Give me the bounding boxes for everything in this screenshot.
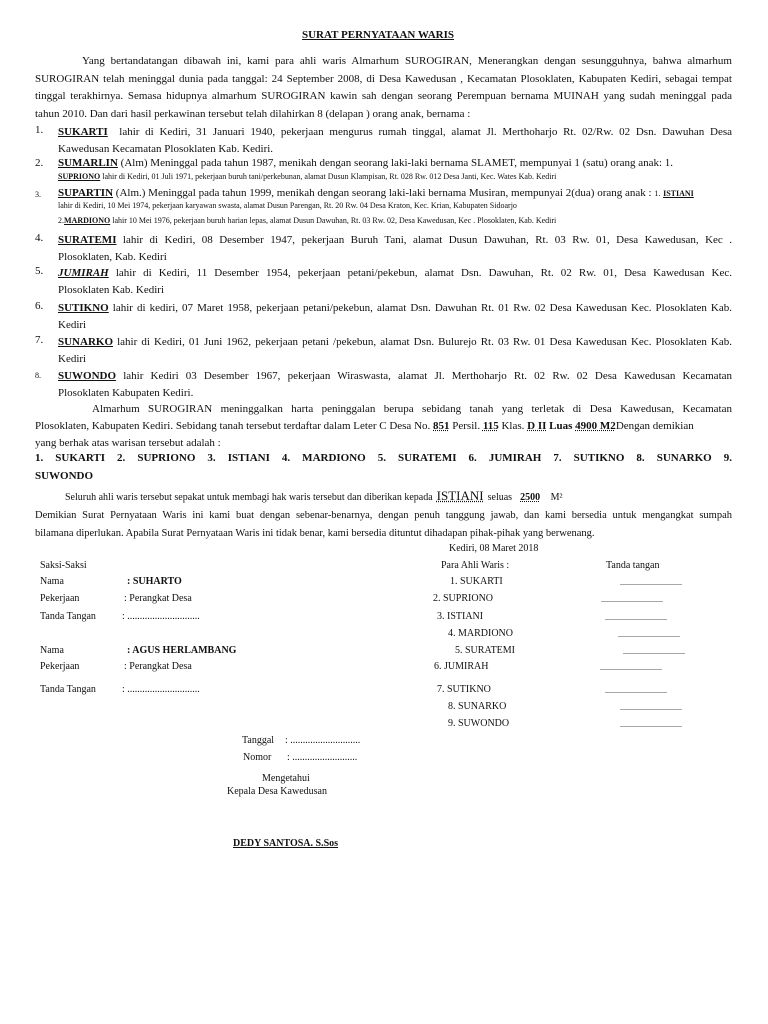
luas-value: 4900 M2 [575,420,616,432]
heir-sign-line: ............................... [605,686,667,695]
witness-2-sign-line: : ............................. [122,684,200,695]
child-detail: lahir di Kediri, 08 Desember 1947, pekerjaan Buruh Tani, alamat Dusun Dawuhan, Rt. 03 Rw. 01, Desa Kawedusan, Kec . [122,234,732,246]
heir-sign-line: ............................... [623,647,685,656]
approval-title: Kepala Desa Kawedusan [227,786,327,797]
witness-1-job-label: Pekerjaan [40,593,80,604]
persil-label: Persil. [452,420,481,432]
witness-2-job: : Perangkat Desa [124,661,192,672]
heir-sign-line: ............................... [620,578,682,587]
list-item-number: 6. [35,300,44,312]
witness-1-name-label: Nama [40,576,64,587]
leter-c-number: 851 [433,420,450,432]
grandchild-number: 2. [58,216,64,225]
witness-2-job-label: Pekerjaan [40,661,80,672]
grandchild-detail: lahir 10 Mei 1976, pekerjaan buruh harian lepas, alamat Dusun Dawuhan, Rt. 03 Rw. 02, Desa Kawedusan, Kec . Plosoklaten, Kab. Kediri [112,216,557,225]
heir-sign-line: ............................... [601,595,663,604]
list-item-number: 2. [35,157,44,169]
witness-1-job: : Perangkat Desa [124,593,192,604]
tanggal-label: Tanggal [242,735,275,746]
child-detail: lahir di Kediri, 11 Desember 1954, pekerjaan petani/pekebun, alamat Dsn. Dawuhan, Rt. 02 Rw. 01, Desa Kawedusan Kec. [115,267,733,279]
heir-sign-label: 4. MARDIONO [448,628,513,639]
list-item-number: 1. [35,124,44,136]
heir-sign-label: 7. SUTIKNO [437,684,491,695]
child-name: JUMIRAH [58,267,109,279]
witness-1-sign-line: : ............................. [122,611,200,622]
heir-sign-label: 8. SUNARKO [448,701,507,712]
heir-sign-line: ............................... [620,720,682,729]
child-name: SURATEMI [58,234,117,246]
estate-paragraph [35,401,732,452]
heir-sign-label: 6. JUMIRAH [434,661,489,672]
heir-sign-line: ............................... [618,630,680,639]
child-detail: Plosoklaten Kab. Kediri [58,284,165,296]
grandchild-name: MARDIONO [64,216,111,225]
closing-line: Demikian Surat Pernyataan Waris ini kami buat dengan sebenar-benarnya, dengan penuh tanggung jawab, dan kami bersedia untuk mengangkat sumpah [35,510,732,521]
child-name: SUKARTI [58,126,108,138]
heir-sign-line: ............................... [620,703,682,712]
child-name: SUNARKO [58,336,114,348]
signature-heading: Tanda tangan [606,560,660,571]
grandchild-number: 1. [654,189,661,198]
approval-line: Mengetahui [262,773,310,784]
closing-paragraph [35,507,732,543]
child-detail: lahir di Kediri, 31 Januari 1940, pekerjaan mengurus rumah tinggal, alamat Jl. Merthoharjo Rt. 02/Rw. 02 Dsn. Dawuhan Desa [119,126,732,138]
estate-line: Almarhum SUROGIRAN meninggalkan harta peninggalan berupa sebidang tanah yang terletak di Desa Kawedusan, Kecamatan [92,403,732,415]
agreement-text: Seluruh ahli waris tersebut sepakat untuk membagi hak waris tersebut dan diberikan kepada [65,492,433,503]
witnesses-heading: Saksi-Saksi [40,560,87,571]
heir-sign-line: ............................... [605,613,667,622]
list-item-number: 4. [35,232,44,244]
estate-line: yang berhak atas warisan tersebut adalah : [35,437,221,449]
heirs-list: SUWONDO [35,470,94,482]
heir-sign-label: 1. SUKARTI [450,576,503,587]
witness-1-name: : SUHARTO [127,576,182,587]
area-value: 2500 [520,492,541,503]
intro-paragraph [35,53,732,123]
document-title: SURAT PERNYATAAN WARIS [302,29,454,41]
klas-value: D II [527,420,547,432]
heir-sign-label: 3. ISTIANI [437,611,484,622]
list-item-number: 5. [35,265,44,277]
child-name: SUPARTIN [58,187,114,199]
witness-2-sign-label: Tanda Tangan [40,684,96,695]
child-detail: lahir di kediri, 07 Maret 1958, pekerjaan petani/pekebun, alamat Dsn. Dawuhan Rt. 01 Rw. 02 Desa Kawedusan Kec. Plosoklaten Kab. [112,302,733,314]
village-head-name: DEDY SANTOSA. S.Sos [233,838,339,849]
child-detail: (Alm.) Meninggal pada tahun 1999, menikah dengan seorang laki-laki bernama Musiran, mempunyai 2(dua) orang anak : [115,187,652,199]
heirs-list: 1. SUKARTI 2. SUPRIONO 3. ISTIANI 4. MARDIONO 5. SURATEMI 6. JUMIRAH 7. SUTIKNO 8. SUNARKO 9. [35,452,732,464]
child-detail: Plosoklaten Kabupaten Kediri. [58,387,194,399]
estate-line: Plosoklaten, Kabupaten Kediri. Sebidang tanah tersebut terdaftar dalam Leter C Desa No. [35,420,431,432]
heirs-sign-heading: Para Ahli Waris : [441,560,510,571]
recipient-name: ISTIANI [436,488,484,503]
estate-line: Dengan demikian [615,420,694,432]
child-detail: (Alm) Meninggal pada tahun 1987, menikah dengan seorang laki-laki bernama SLAMET, mempunyai 1 (satu) orang anak: 1. [120,157,674,169]
witness-2-name: : AGUS HERLAMBANG [127,645,237,656]
list-item-number: 3. [35,190,41,199]
child-detail: Kediri [58,353,87,365]
nomor-line: : .......................... [287,752,358,763]
klas-label: Klas. [501,420,525,432]
child-detail: Plosoklaten, Kab. Kediri [58,251,167,263]
heir-sign-label: 5. SURATEMI [455,645,516,656]
heir-sign-line: ............................... [600,663,662,672]
witness-1-sign-label: Tanda Tangan [40,611,96,622]
child-detail: lahir di Kediri, 01 Juni 1962, pekerjaan petani /pekebun, alamat Dsn. Bulurejo Rt. 03 Rw. 01 Desa Kawedusan Kec. Plosoklaten Kab. [117,336,733,348]
child-detail: Kediri [58,319,87,331]
child-detail: Kawedusan Kecamatan Plosoklaten Kab. Kediri. [58,143,274,155]
intro-line: tinggal terakhirnya. Semasa hidupnya almarhum SUROGIRAN kawin sah dengan seorang Perempuan bernama MUINAH yang sudah meninggal pada [35,90,732,103]
place-date: Kediri, 08 Maret 2018 [449,543,539,554]
child-detail: lahir Kediri 03 Desember 1967, pekerjaan Wiraswasta, alamat Jl. Merthoharjo Rt. 02 Rw. 02 Desa Kawedusan Kecamatan [123,370,733,382]
list-item-number: 8. [35,371,41,380]
agreement-line [65,488,562,504]
intro-line: tahun 2010. Dan dari hasil perkawinan tersebut telah dilahirkan 8 (delapan ) orang anak, bernama : [35,107,471,120]
intro-line: SUROGIRAN telah meninggal dunia pada tanggal: 24 September 2008, di Desa Kawedusan , Kecamatan Plosoklaten, Kabupaten Kediri, sebagai tempat [35,72,732,85]
grandchild-name: ISTIANI [663,189,694,198]
area-unit: M² [550,492,563,503]
witness-2-name-label: Nama [40,645,64,656]
tanggal-line: : ............................ [285,735,361,746]
heir-sign-label: 9. SUWONDO [448,718,510,729]
grandchild-detail: lahir di Kediri, 10 Mei 1974, pekerjaan karyawan swasta, alamat Dusun Parengan, Rt. 20 Rw. 04 Desa Kraton, Kec. Krian, Kabupaten Sidoarjo [58,201,517,210]
luas-label: Luas [549,420,573,432]
grandchild-name: SUPRIONO [58,172,101,181]
child-name: SUWONDO [58,370,117,382]
closing-line: bilamana diperlukan. Apabila Surat Pernyataan Waris ini tidak benar, kami bersedia dituntut dihadapan pihak-pihak yang berwenang. [35,528,595,539]
child-name: SUTIKNO [58,302,109,314]
persil-number: 115 [482,420,499,432]
grandchild-detail: lahir di Kediri, 01 Juli 1971, pekerjaan buruh tani/perkebunan, alamat Dusun Klampisan, Rt. 028 Rw. 012 Desa Janti, Kec. Wates Kab. Kediri [102,172,557,181]
intro-line: Yang bertandatangan dibawah ini, kami para ahli waris Almarhum SUROGIRAN, Menerangkan dengan sesungguhnya, bahwa almarhum [82,55,732,67]
child-name: SUMARLIN [58,157,118,169]
nomor-label: Nomor [243,752,272,763]
heir-sign-label: 2. SUPRIONO [433,593,494,604]
list-item-number: 7. [35,334,44,346]
agreement-text: seluas [487,492,513,503]
